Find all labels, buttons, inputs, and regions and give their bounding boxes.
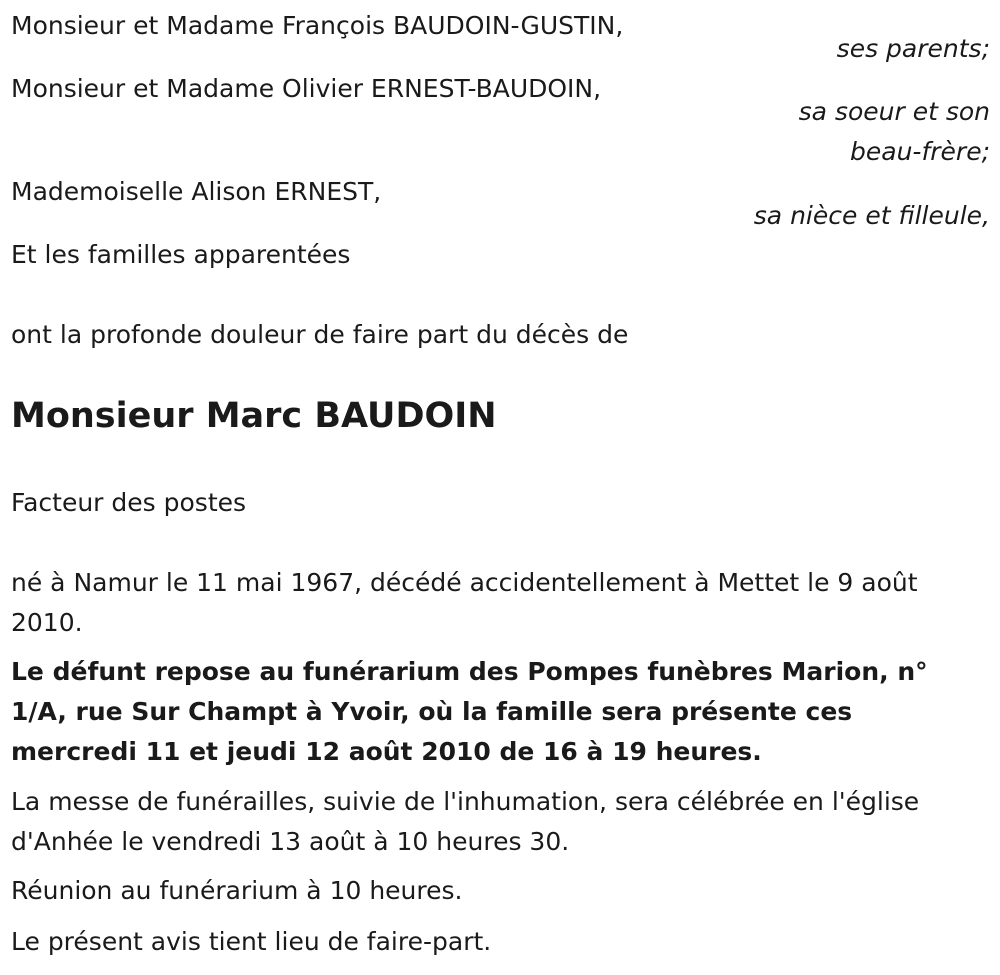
niece-name: Mademoiselle Alison ERNEST, [11, 177, 382, 206]
niece-relation: sa nièce et filleule, [753, 201, 990, 230]
notice-text: Le présent avis tient lieu de faire-part. [11, 927, 492, 956]
deceased-occupation: Facteur des postes [11, 488, 247, 517]
birth-death-text: né à Namur le 11 mai 1967, décédé accidentellement à Mettet le 9 août 2010. [11, 568, 918, 637]
deceased-name: Monsieur Marc BAUDOIN [11, 396, 497, 436]
parents-name: Monsieur et Madame François BAUDOIN-GUSTIN, [11, 11, 624, 40]
meeting-text: Réunion au funérarium à 10 heures. [11, 876, 463, 905]
related-families: Et les familles apparentées [11, 240, 351, 269]
parents-relation: ses parents; [836, 34, 990, 63]
sister-relation-line2: beau-frère; [850, 137, 990, 166]
announcement-text: ont la profonde douleur de faire part du décès de [11, 320, 629, 349]
sister-relation-line1: sa soeur et son [798, 97, 990, 126]
sister-name: Monsieur et Madame Olivier ERNEST-BAUDOIN, [11, 74, 602, 103]
visitation-text: Le défunt repose au funérarium des Pompes funèbres Marion, n° 1/A, rue Sur Champt à Yvoir, où la famille sera présente ces mercredi 11 et jeudi 12 août 2010 de 16 à 19 heures. [11, 657, 928, 766]
funeral-mass-text: La messe de funérailles, suivie de l'inhumation, sera célébrée en l'église d'Anhée le vendredi 13 août à 10 heures 30. [11, 787, 920, 856]
